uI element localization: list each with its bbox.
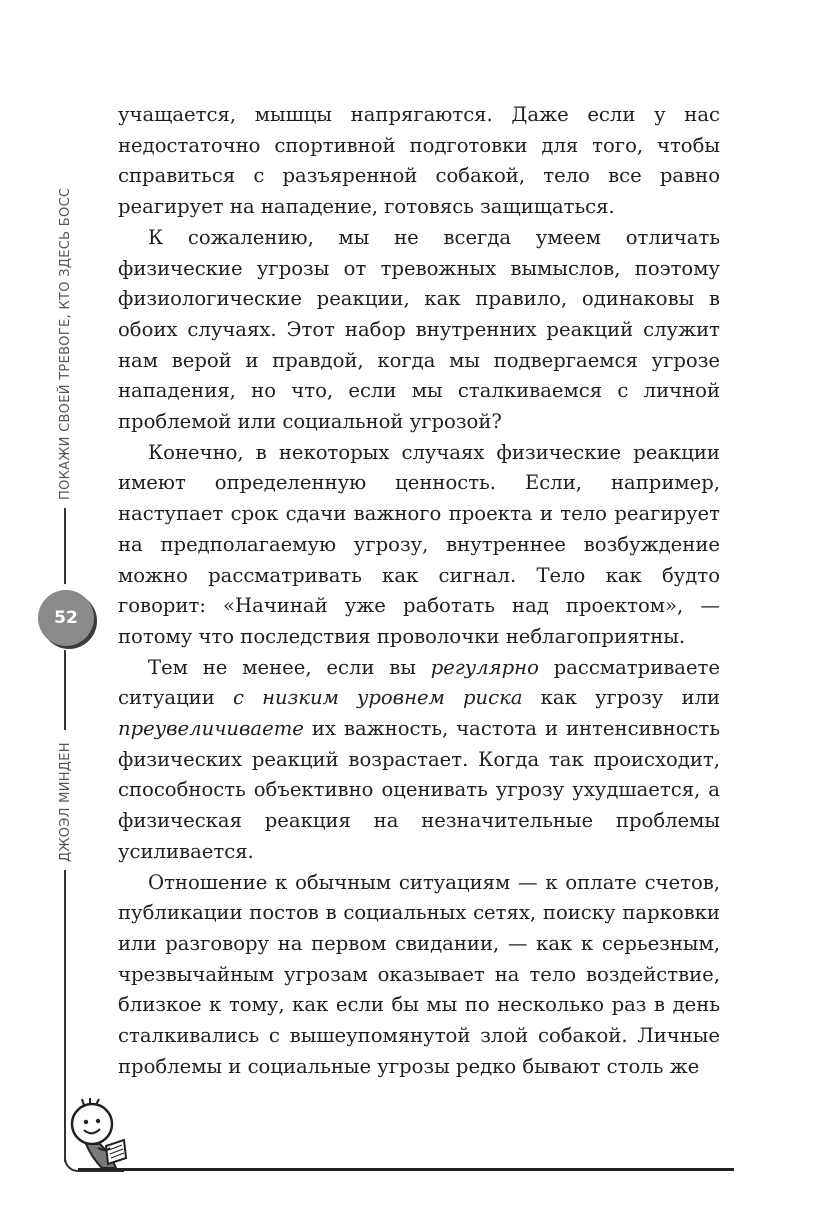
text-segment: Конечно, в некоторых случаях физические реакции имеют определенную ценность. Если, например, наступает срок сдачи важного проекта и тело реагирует на предполагаемую угрозу, внутреннее возбуждение можно рассматривать как сигнал. Тело как будто говорит: «Начинай уже работать над проектом», — потому что последствия проволочки неблагоприятны.: [118, 440, 720, 648]
paragraph: [118, 868, 720, 1083]
body-text: [118, 100, 720, 1083]
text-segment: как угрозу или: [522, 686, 721, 710]
text-segment: их важность, частота и интенсивность физических реакций возрастает. Когда так происходит, способность объективно оценивать угрозу ухудшается, а физическая реакция на незначительные проблемы усиливается.: [118, 717, 720, 863]
reading-character-icon: [62, 1096, 142, 1176]
text-segment: Тем не менее, если вы: [148, 655, 431, 679]
italic-text: с низким уровнем риска: [232, 686, 523, 710]
running-header-book-title: ПОКАЖИ СВОЕЙ ТРЕВОГЕ, КТО ЗДЕСЬ БОСС: [58, 187, 73, 500]
margin-rule-middle: [64, 650, 66, 730]
running-header-author: ДЖОЭЛ МИНДЕН: [58, 742, 73, 862]
page-number-badge: 52: [38, 590, 94, 646]
paragraph: [118, 223, 720, 438]
margin-rule-top: [64, 508, 66, 584]
text-segment: учащается, мышцы напрягаются. Даже если у нас недостаточно спортивной подготовки для того, чтобы справиться с разъяренной собакой, тело все равно реагирует на нападение, готовясь защищаться.: [118, 103, 720, 219]
paragraph: [118, 438, 720, 653]
text-segment: К сожалению, мы не всегда умеем отличать физические угрозы от тревожных вымыслов, поэтому физиологические реакции, как правило, одинаковы в обоих случаях. Этот набор внутренних реакций служит нам верой и правдой, когда мы подвергаемся угрозе нападения, но что, если мы сталкиваемся с личной проблемой или социальной угрозой?: [118, 225, 720, 434]
paragraph: [118, 100, 720, 223]
text-segment: рассматриваете ситуации: [118, 655, 720, 710]
text-segment: Отношение к обычным ситуациям — к оплате счетов, публикации постов в социальных сетях, поиску парковки или разговору на первом свидании, — как к серьезным, чрезвычайным угрозам оказывает на тело воздействие, близкое к тому, как если бы мы по несколько раз в день сталкивались с вышеупомянутой злой собакой. Личные проблемы и социальные угрозы редко бывают столь же: [118, 870, 720, 1078]
bottom-rule: [78, 1168, 734, 1171]
italic-text: преувеличиваете: [118, 717, 304, 741]
italic-text: регулярно: [430, 655, 539, 679]
paragraph: [118, 653, 720, 868]
